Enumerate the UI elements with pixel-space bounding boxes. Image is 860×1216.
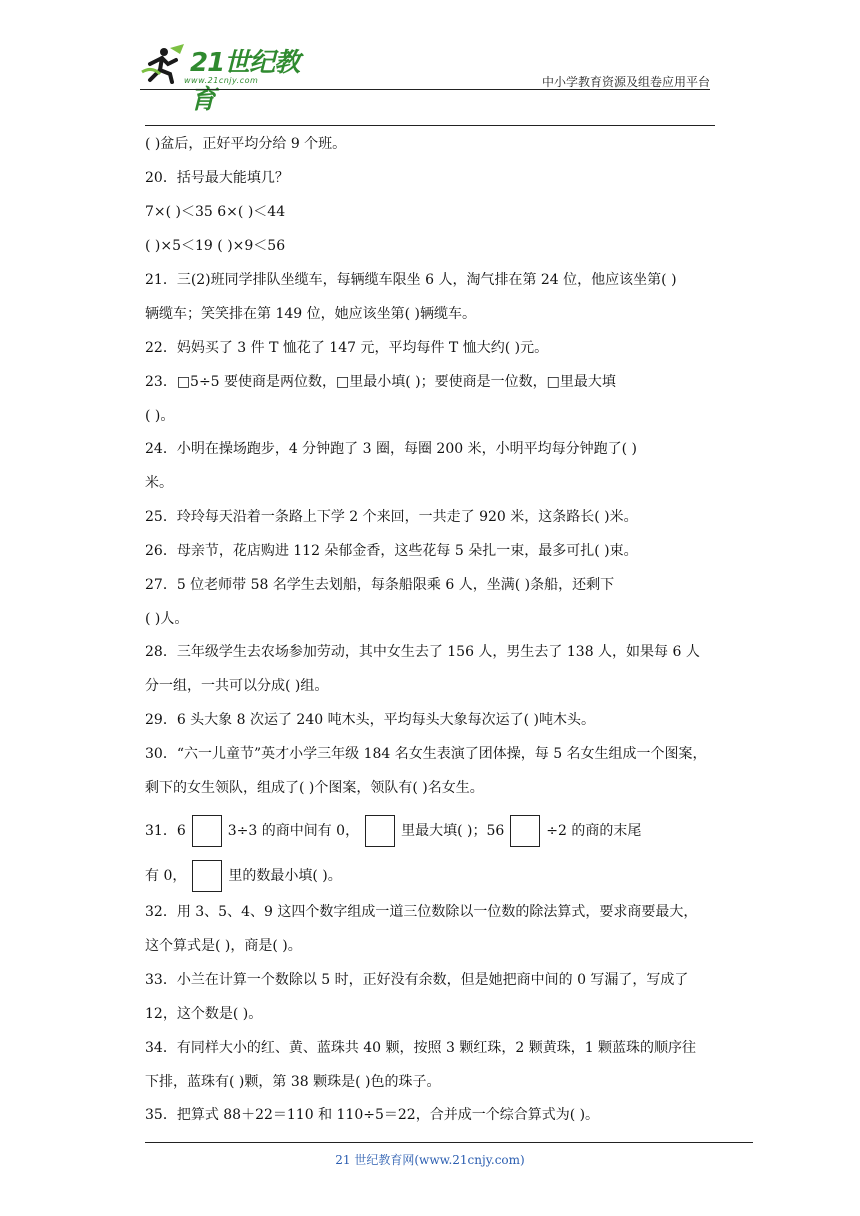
question-text: 31．6: [145, 823, 186, 839]
question-line: ( )×5＜19 ( )×9＜56: [145, 238, 286, 254]
question-line: 25．玲玲每天沿着一条路上下学 2 个来回，一共走了 920 米，这条路长( )米。: [145, 509, 638, 525]
question-line: 30．“六一儿童节”英才小学三年级 184 名女生表演了团体操，每 5 名女生组成一个图案，: [145, 746, 707, 762]
question-line: 下排，蓝珠有( )颗，第 38 颗珠是( )色的珠子。: [145, 1074, 441, 1090]
header-tagline: 中小学教育资源及组卷应用平台: [541, 75, 710, 89]
question-line: 12，这个数是( )。: [145, 1006, 263, 1022]
question-line: 24．小明在操场跑步，4 分钟跑了 3 圈，每圈 200 米，小明平均每分钟跑了( ): [145, 441, 637, 457]
question-line: ( )盆后，正好平均分给 9 个班。: [145, 136, 347, 152]
question-31-line-1: [145, 815, 641, 847]
site-logo[interactable]: [140, 40, 320, 115]
question-line: ( )人。: [145, 611, 189, 627]
footer-divider: [145, 1142, 753, 1143]
question-line: 这个算式是( )，商是( )。: [145, 938, 302, 954]
header-divider: [140, 89, 710, 90]
question-line: 34．有同样大小的红、黄、蓝珠共 40 颗，按照 3 颗红珠，2 颗黄珠，1 颗蓝珠的顺序往: [145, 1040, 697, 1056]
question-line: 20．括号最大能填几？: [145, 170, 289, 186]
question-line: 分一组，一共可以分成( )组。: [145, 678, 329, 694]
question-line: ( )。: [145, 408, 175, 424]
question-text: 里最大填( )；56: [401, 823, 505, 839]
page-header: [0, 0, 860, 115]
question-line: 辆缆车；笑笑排在第 149 位，她应该坐第( )辆缆车。: [145, 306, 476, 322]
answer-box: [365, 815, 395, 847]
answer-box: [192, 815, 222, 847]
runner-logo-icon: [140, 44, 186, 84]
answer-box: [192, 860, 222, 892]
footer-link[interactable]: 21 世纪教育网(www.21cnjy.com): [335, 1153, 525, 1167]
question-line: 26．母亲节，花店购进 112 朵郁金香，这些花每 5 朵扎一束，最多可扎( )束。: [145, 543, 638, 559]
question-line: 33．小兰在计算一个数除以 5 时，正好没有余数，但是她把商中间的 0 写漏了，写成了: [145, 972, 689, 988]
question-line: 米。: [145, 475, 173, 491]
answer-box: [510, 815, 540, 847]
question-text: 有 0，: [145, 868, 187, 884]
question-text: 里的数最小填( )。: [228, 868, 342, 884]
question-text: 3÷3 的商中间有 0，: [227, 823, 360, 839]
question-line: 22．妈妈买了 3 件 T 恤花了 147 元，平均每件 T 恤大约( )元。: [145, 340, 549, 356]
question-line: 35．把算式 88＋22＝110 和 110÷5＝22，合并成一个综合算式为( )。: [145, 1107, 600, 1123]
question-line: 29．6 头大象 8 次运了 240 吨木头，平均每头大象每次运了( )吨木头。: [145, 712, 595, 728]
question-31-line-2: [145, 860, 342, 892]
logo-url: www.21cnjy.com: [184, 76, 259, 85]
question-line: 28．三年级学生去农场参加劳动，其中女生去了 156 人，男生去了 138 人，如果每 6 人: [145, 644, 700, 660]
content-top-divider: [145, 125, 715, 126]
question-line: 27．5 位老师带 58 名学生去划船，每条船限乘 6 人，坐满( )条船，还剩下: [145, 577, 615, 593]
question-line: 32．用 3、5、4、9 这四个数字组成一道三位数除以一位数的除法算式，要求商要最大，: [145, 904, 698, 920]
question-line: 23．□5÷5 要使商是两位数，□里最小填( )；要使商是一位数，□里最大填: [145, 374, 616, 390]
question-line: 剩下的女生领队，组成了( )个图案，领队有( )名女生。: [145, 780, 484, 796]
logo-text: 21世纪教育: [190, 48, 300, 115]
question-text: ÷2 的商的末尾: [546, 823, 642, 839]
question-line: 7×( )＜35 6×( )＜44: [145, 204, 286, 220]
question-line: 21．三(2)班同学排队坐缆车，每辆缆车限坐 6 人，淘气排在第 24 位，他应该坐第( ): [145, 272, 677, 288]
